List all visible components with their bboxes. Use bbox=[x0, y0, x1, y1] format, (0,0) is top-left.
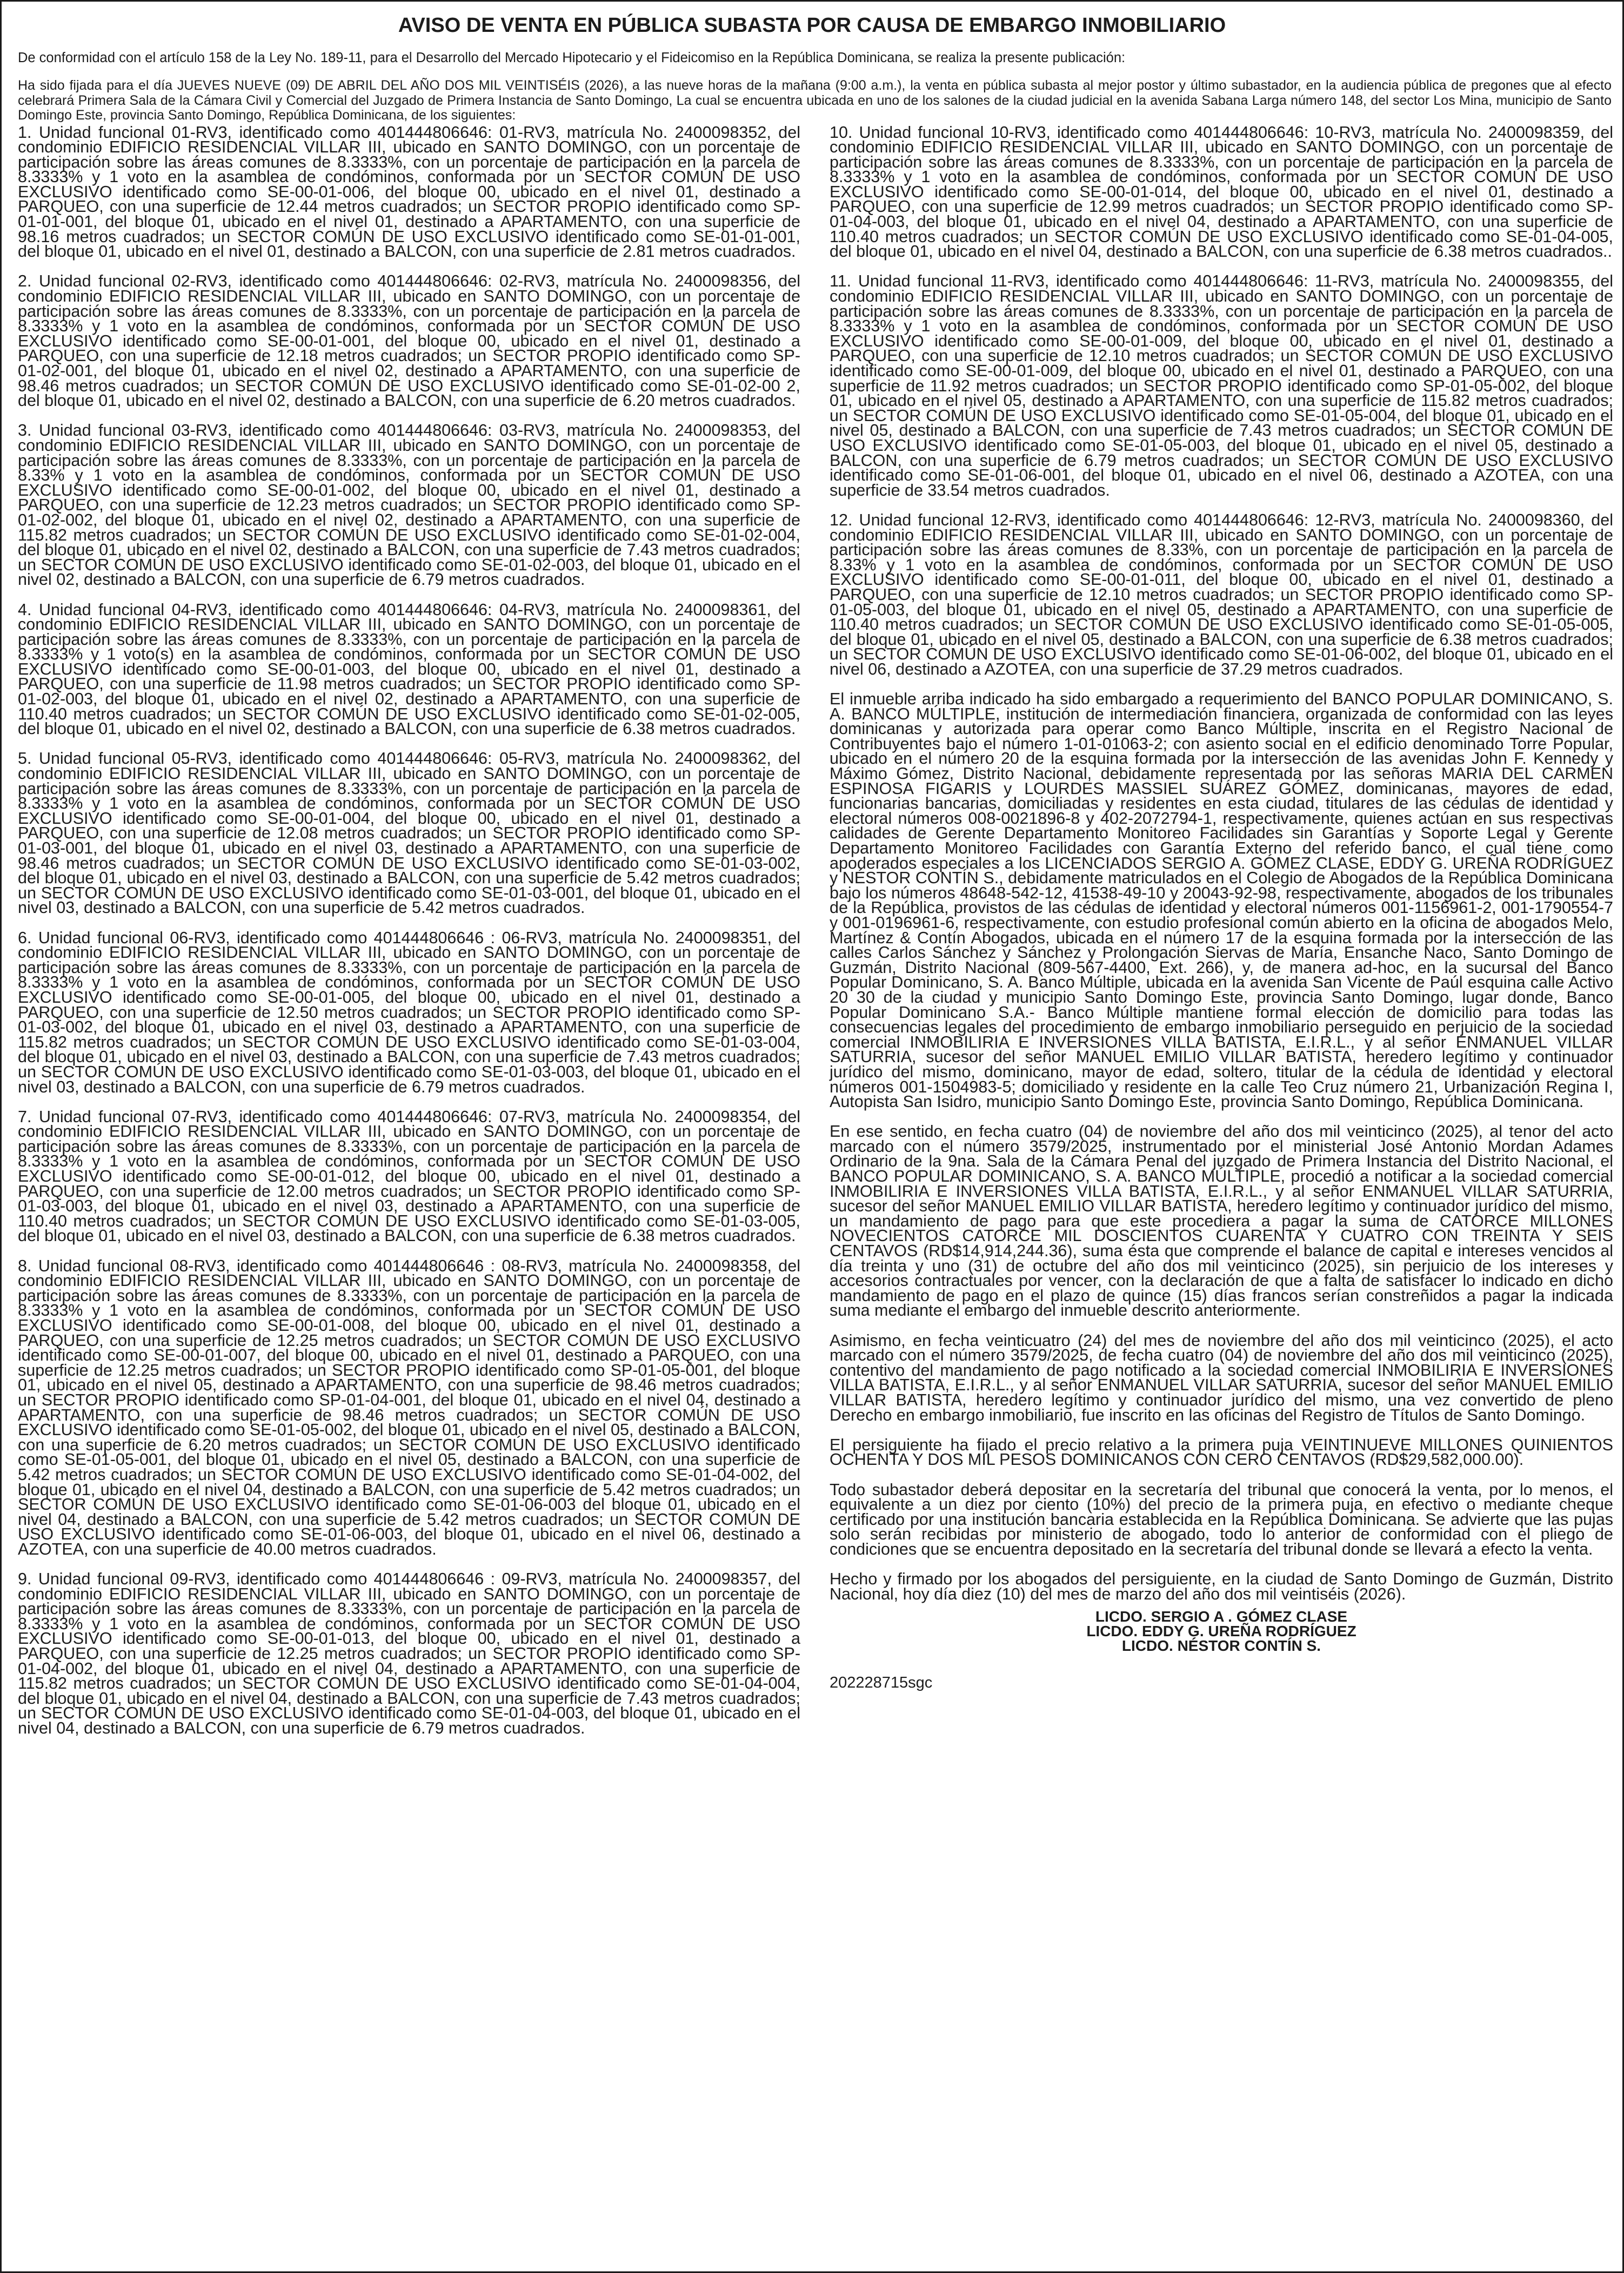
unit-entry-1: 1. Unidad funcional 01-RV3, identificado como 401444806646: 01-RV3, matrícula No. 2400098352, del condominio EDIFICIO RESIDENCIAL VILLAR III, ubicado en SANTO DOMINGO, con un porcentaje de participación sobre las áreas comunes de 8.3333%, con un porcentaje de participación en la parcela de 8.3333% y 1 voto en la asamblea de condóminos, conformada por un SECTOR COMÚN DE USO EXCLUSIVO identificado como SE-00-01-006, del bloque 00, ubicado en el nivel 01, destinado a PARQUEO, con una superficie de 12.44 metros cuadrados; un SECTOR PROPIO identificado como SP-01-01-001, del bloque 01, ubicado en el nivel 01, destinado a APARTAMENTO, con una superficie de 98.16 metros cuadrados; un SECTOR COMÚN DE USO EXCLUSIVO identificado como SE-01-01-001, del bloque 01, ubicado en el nivel 01, destinado a BALCON, con una superficie de 2.81 metros cuadrados. bbox=[18, 123, 800, 261]
signing-statement-paragraph: Hecho y firmado por los abogados del persiguiente, en la ciudad de Santo Domingo de Guzmán, Distrito Nacional, hoy día diez (10) del mes de marzo del año dos mil veintiséis (2026). bbox=[830, 1570, 1613, 1603]
unit-entry-12: 12. Unidad funcional 12-RV3, identificado como 401444806646: 12-RV3, matrícula No. 2400098360, del condominio EDIFICIO RESIDENCIAL VILLAR III, ubicado en SANTO DOMINGO, con un porcentaje de participación sobre las áreas comunes de 8.33%, con un porcentaje de participación en la parcela de 8.33% y 1 voto en la asamblea de condóminos, conformada por un SECTOR COMÚN DE USO EXCLUSIVO identificado como SE-00-01-011, del bloque 00, ubicado en el nivel 01, destinado a PARQUEO, con una superficie de 12.10 metros cuadrados; un SECTOR PROPIO identificado como SP-01-05-003, del bloque 01, ubicado en el nivel 05, destinado a APARTAMENTO, con una superficie de 110.40 metros cuadrados; un SECTOR COMÚN DE USO EXCLUSIVO identificado como SE-01-05-005, del bloque 01, ubicado en el nivel 05, destinado a BALCON, con una superficie de 6.38 metros cuadrados; un SECTOR COMÚN DE USO EXCLUSIVO identificado como SE-01-06-002, del bloque 01, ubicado en el nivel 06, destinado a AZOTEA, con una superficie de 37.29 metros cuadrados. bbox=[830, 510, 1613, 678]
right-column bbox=[830, 125, 1613, 1691]
reference-code: 202228715sgc bbox=[830, 1674, 933, 1692]
signature-line: LICDO. SERGIO A . GÓMEZ CLASE bbox=[1095, 1608, 1348, 1625]
hearing-paragraph: Ha sido fijada para el día JUEVES NUEVE (09) DE ABRIL DEL AÑO DOS MIL VEINTISÉIS (2026), a las nueve horas de la mañana (9:00 a.m.), la venta en pública subasta al mejor postor y último subastador, en la audiencia pública de pregones que al efecto celebrará Primera Sala de la Cámara Civil y Comercial del Juzgado de Primera Instancia de Santo Domingo, La cual se encuentra ubicada en uno de los salones de la ciudad judicial en la avenida Sabana Larga número 148, del sector Los Mina, municipio de Santo Domingo Este, provincia Santo Domingo, República Dominicana, de los siguientes: bbox=[18, 78, 1612, 123]
unit-entry-6: 6. Unidad funcional 06-RV3, identificado como 401444806646 : 06-RV3, matrícula No. 2400098351, del condominio EDIFICIO RESIDENCIAL VILLAR III, ubicado en SANTO DOMINGO, con un porcentaje de participación sobre las áreas comunes de 8.3333%, con un porcentaje de participación en la parcela de 8.3333% y 1 voto en la asamblea de condóminos, conformada por un SECTOR COMÚN DE USO EXCLUSIVO identificado como SE-00-01-005, del bloque 00, ubicado en el nivel 01, destinado a PARQUEO, con una superficie de 12.50 metros cuadrados; un SECTOR PROPIO identificado como SP-01-03-002, del bloque 01, ubicado en el nivel 03, destinado a APARTAMENTO, con una superficie de 115.82 metros cuadrados; un SECTOR COMÚN DE USO EXCLUSIVO identificado como SE-01-03-004, del bloque 01, ubicado en el nivel 03, destinado a BALCON, con una superficie de 7.43 metros cuadrados; un SECTOR COMÚN DE USO EXCLUSIVO identificado como SE-01-03-003, del bloque 01, ubicado en el nivel 03, destinado a BALCON, con una superficie de 6.79 metros cuadrados. bbox=[18, 928, 800, 1096]
unit-entry-3: 3. Unidad funcional 03-RV3, identificado como 401444806646: 03-RV3, matrícula No. 2400098353, del condominio EDIFICIO RESIDENCIAL VILLAR III, ubicado en SANTO DOMINGO, con un porcentaje de participación sobre las áreas comunes de 8.3333%, con un porcentaje de participación en la parcela de 8.33% y 1 voto en la asamblea de condóminos, conformada por un SECTOR COMÚN DE USO EXCLUSIVO identificado como SE-00-01-002, del bloque 00, ubicado en el nivel 01, destinado a PARQUEO, con una superficie de 12.23 metros cuadrados; un SECTOR PROPIO identificado como SP-01-02-002, del bloque 01, ubicado en el nivel 02, destinado a APARTAMENTO, con una superficie de 115.82 metros cuadrados; un SECTOR COMÚN DE USO EXCLUSIVO identificado como SE-01-02-004, del bloque 01, ubicado en el nivel 02, destinado a BALCON, con una superficie de 7.43 metros cuadrados; un SECTOR COMÚN DE USO EXCLUSIVO identificado como SE-01-02-003, del bloque 01, ubicado en el nivel 02, destinado a BALCON, con una superficie de 6.79 metros cuadrados. bbox=[18, 421, 800, 589]
seizure-paragraph: El inmueble arriba indicado ha sido embargado a requerimiento del BANCO POPULAR DOMINICANO, S. A. BANCO MÚLTIPLE, institución de intermediación financiera, organizada de conformidad con las leyes dominicanas y autorizada para operar como Banco Múltiple, inscrita en el Registro Nacional de Contribuyentes bajo el número 1-01-01063-2; con asiento social en el edificio denominado Torre Popular, ubicado en el número 20 de la esquina formada por la intersección de las avenidas John F. Kennedy y Máximo Gómez, Distrito Nacional, debidamente representada por las señoras MARIA DEL CARMEN ESPINOSA FIGARIS y LOURDES MASSIEL SUÁREZ GÓMEZ, dominicanas, mayores de edad, funcionarias bancarias, domiciliadas y residentes en esta ciudad, titulares de las cédulas de identidad y electoral números 008-0021896-8 y 402-2072794-1, respectivamente, quienes actúan en sus respectivas calidades de Gerente Departamento Monitoreo Facilidades sin Garantías y Soporte Legal y Gerente Departamento Monitoreo Facilidades con Garantía Externo del referido banco, el cual tiene como apoderados especiales a los LICENCIADOS SERGIO A. GÓMEZ CLASE, EDDY G. UREÑA RODRÍGUEZ y NÉSTOR CONTÍN S., debidamente matriculados en el Colegio de Abogados de la República Dominicana bajo los números 48648-542-12, 41538-49-10 y 20043-92-98, respectivamente, abogados de los tribunales de la República, provistos de las cédulas de identidad y electoral números 001-1156961-2, 001-1790554-7 y 001-0196961-6, respectivamente, con estudio profesional común abierto en la oficina de abogados Melo, Martínez & Contín Abogados, ubicada en el número 17 de la esquina formada por la intersección de las calles Carlos Sánchez y Sánchez y Prolongación Siervas de María, Ensanche Naco, Santo Domingo de Guzmán, Distrito Nacional (809-567-4400, Ext. 266), y, de manera ad-hoc, en la sucursal del Banco Popular Dominicano, S. A. Banco Múltiple, ubicada en la avenida San Vicente de Paúl esquina calle Activo 20 30 de la ciudad y municipio Santo Domingo Este, provincia Santo Domingo, lugar donde, Banco Popular Dominicano S.A.- Banco Múltiple mantiene formal elección de domicilio para todas las consecuencias legales del procedimiento de embargo inmobiliario perseguido en perjuicio de la sociedad comercial INMOBILIRIA E INVERSIONES VILLA BATISTA, E.I.R.L., y al señor ENMANUEL VILLAR SATURRIA, sucesor del señor MANUEL EMILIO VILLAR BATISTA, heredero legítimo y continuador jurídico del mismo, dominicano, mayor de edad, soltero, titular de la cédula de identidad y electoral números 001-1504983-5; domiciliado y residente en la calle Teo Cruz número 21, Urbanización Regina I, Autopista San Isidro, municipio Santo Domingo Este, provincia Santo Domingo, República Dominicana. bbox=[830, 690, 1613, 1111]
left-column bbox=[18, 125, 800, 1751]
signature-line: LICDO. NÉSTOR CONTÍN S. bbox=[1121, 1637, 1321, 1655]
registration-paragraph: Asimismo, en fecha veinticuatro (24) del mes de noviembre del año dos mil veinticinco (2025), el acto marcado con el número 3579/2025, de fecha cuatro (04) de noviembre del año dos mil veinticinco (2025), contentivo del mandamiento de pago notificado a la sociedad comercial INMOBILIRIA E INVERSIONES VILLA BATISTA, E.I.R.L., y al señor ENMANUEL VILLAR SATURRIA, sucesor del señor MANUEL EMILIO VILLAR BATISTA, heredero legítimo y continuador jurídico del mismo, una vez convertido de pleno Derecho en embargo inmobiliario, fue inscrito en las oficinas del Registro de Títulos de Santo Domingo. bbox=[830, 1331, 1613, 1424]
notice-title: AVISO DE VENTA EN PÚBLICA SUBASTA POR CAUSA DE EMBARGO INMOBILIARIO bbox=[398, 14, 1226, 37]
unit-entry-7: 7. Unidad funcional 07-RV3, identificado como 401444806646: 07-RV3, matrícula No. 2400098354, del condominio EDIFICIO RESIDENCIAL VILLAR III, ubicado en SANTO DOMINGO, con un porcentaje de participación sobre las áreas comunes de 8.3333%, con un porcentaje de participación en la parcela de 8.3333% y 1 voto en la asamblea de condóminos, conformada por un SECTOR COMÚN DE USO EXCLUSIVO identificado como SE-00-01-012, del bloque 00, ubicado en el nivel 01, destinado a PARQUEO, con una superficie de 12.00 metros cuadrados; un SECTOR PROPIO identificado como SP-01-03-003, del bloque 01, ubicado en el nivel 03, destinado a APARTAMENTO, con una superficie de 110.40 metros cuadrados; un SECTOR COMÚN DE USO EXCLUSIVO identificado como SE-01-03-005, del bloque 01, ubicado en el nivel 03, destinado a BALCON, con una superficie de 6.38 metros cuadrados. bbox=[18, 1107, 800, 1245]
unit-entry-5: 5. Unidad funcional 05-RV3, identificado como 401444806646: 05-RV3, matrícula No. 2400098362, del condominio EDIFICIO RESIDENCIAL VILLAR III, ubicado en SANTO DOMINGO, con un porcentaje de participación sobre las áreas comunes de 8.3333%, con un porcentaje de participación en la parcela de 8.3333% y 1 voto en la asamblea de condóminos, conformada por un SECTOR COMÚN DE USO EXCLUSIVO identificado como SE-00-01-004, del bloque 00, ubicado en el nivel 01, destinado a PARQUEO, con una superficie de 12.08 metros cuadrados; un SECTOR PROPIO identificado como SP-01-03-001, del bloque 01, ubicado en el nivel 03, destinado a APARTAMENTO, con una superficie de 98.46 metros cuadrados; un SECTOR COMÚN DE USO EXCLUSIVO identificado como SE-01-03-002, del bloque 01, ubicado en el nivel 03, destinado a BALCON, con una superficie de 5.42 metros cuadrados; un SECTOR COMÚN DE USO EXCLUSIVO identificado como SE-01-03-001, del bloque 01, ubicado en el nivel 03, destinado a BALCON, con una superficie de 5.42 metros cuadrados. bbox=[18, 749, 800, 917]
deposit-requirement-paragraph: Todo subastador deberá depositar en la secretaría del tribunal que conocerá la venta, por lo menos, el equivalente a un diez por ciento (10%) del precio de la primera puja, en efectivo o mediante cheque certificado por una institución bancaria establecida en la República Dominicana. Se advierte que las pujas solo serán recibidas por ministerio de abogado, todo lo anterior de conformidad con el pliego de condiciones que se encuentra depositado en la secretaría del tribunal donde se llevará a efecto la venta. bbox=[830, 1480, 1613, 1558]
intro-paragraph: De conformidad con el artículo 158 de la Ley No. 189-11, para el Desarrollo del Mercado Hipotecario y el Fideicomiso en la República Dominicana, se realiza la presente publicación: bbox=[18, 50, 1126, 65]
unit-entry-9: 9. Unidad funcional 09-RV3, identificado como 401444806646 : 09-RV3, matrícula No. 2400098357, del condominio EDIFICIO RESIDENCIAL VILLAR III, ubicado en SANTO DOMINGO, con un porcentaje de participación sobre las áreas comunes de 8.3333%, con un porcentaje de participación en la parcela de 8.3333% y 1 voto en la asamblea de condóminos, conformada por un SECTOR COMÚN DE USO EXCLUSIVO identificado como SE-00-01-013, del bloque 00, ubicado en el nivel 01, destinado a PARQUEO, con una superficie de 12.25 metros cuadrados; un SECTOR PROPIO identificado como SP-01-04-002, del bloque 01, ubicado en el nivel 04, destinado a APARTAMENTO, con una superficie de 115.82 metros cuadrados; un SECTOR COMÚN DE USO EXCLUSIVO identificado como SE-01-04-004, del bloque 01, ubicado en el nivel 04, destinado a BALCON, con una superficie de 7.43 metros cuadrados; un SECTOR COMÚN DE USO EXCLUSIVO identificado como SE-01-04-003, del bloque 01, ubicado en el nivel 04, destinado a BALCON, con una superficie de 6.79 metros cuadrados. bbox=[18, 1570, 800, 1738]
payment-order-paragraph: En ese sentido, en fecha cuatro (04) de noviembre del año dos mil veinticinco (2025), al tenor del acto marcado con el número 3579/2025, instrumentado por el ministerial José Antonio Mordan Adames Ordinario de la 9na. Sala de la Cámara Penal del juzgado de Primera Instancia del Distrito Nacional, el BANCO POPULAR DOMINICANO, S. A. BANCO MÚLTIPLE, procedió a notificar a la sociedad comercial INMOBILIRIA E INVERSIONES VILLA BATISTA, E.I.R.L., y al señor ENMANUEL VILLAR SATURRIA, sucesor del señor MANUEL EMILIO VILLAR BATISTA, heredero legítimo y continuador jurídico del mismo, un mandamiento de pago para que este procediera a pagar la suma de CATORCE MILLONES NOVECIENTOS CATORCE MIL DOSCIENTOS CUARENTA Y CUATRO CON TREINTA Y SEIS CENTAVOS (RD$14,914,244.36), suma ésta que comprende el balance de capital e intereses vencidos al día treinta y uno (31) de octubre del año dos mil veinticinco (2025), sin perjuicio de los intereses y accesorios contractuales por vencer, con la declaración de que a falta de satisfacer lo indicado en dicho mandamiento de pago en el plazo de quince (15) días francos serían constreñidos a pagar la indicada suma mediante el embargo del inmueble descrito anteriormente. bbox=[830, 1122, 1613, 1320]
unit-entry-4: 4. Unidad funcional 04-RV3, identificado como 401444806646: 04-RV3, matrícula No. 2400098361, del condominio EDIFICIO RESIDENCIAL VILLAR III, ubicado en SANTO DOMINGO, con un porcentaje de participación sobre las áreas comunes de 8.3333%, con un porcentaje de participación en la parcela de 8.3333% y 1 voto(s) en la asamblea de condóminos, conformada por un SECTOR COMÚN DE USO EXCLUSIVO identificado como SE-00-01-003, del bloque 00, ubicado en el nivel 01, destinado a PARQUEO, con una superficie de 11.98 metros cuadrados; un SECTOR PROPIO identificado como SP-01-02-003, del bloque 01, ubicado en el nivel 02, destinado a APARTAMENTO, con una superficie de 110.40 metros cuadrados; un SECTOR COMÚN DE USO EXCLUSIVO identificado como SE-01-02-005, del bloque 01, ubicado en el nivel 02, destinado a BALCON, con una superficie de 6.38 metros cuadrados. bbox=[18, 600, 800, 738]
unit-entry-8: 8. Unidad funcional 08-RV3, identificado como 401444806646 : 08-RV3, matrícula No. 2400098358, del condominio EDIFICIO RESIDENCIAL VILLAR III, ubicado en SANTO DOMINGO, con un porcentaje de participación sobre las áreas comunes de 8.3333%, con un porcentaje de participación en la parcela de 8.3333% y 1 voto en la asamblea de condóminos, conformada por un SECTOR COMÚN DE USO EXCLUSIVO identificado como SE-00-01-008, del bloque 00, ubicado en el nivel 01, destinado a PARQUEO, con una superficie de 12.25 metros cuadrados; un SECTOR COMÚN DE USO EXCLUSIVO identificado como SE-00-01-007, del bloque 00, ubicado en el nivel 01, destinado a PARQUEO, con una superficie de 12.25 metros cuadrados; un SECTOR PROPIO identificado como SP-01-05-001, del bloque 01, ubicado en el nivel 05, destinado a APARTAMENTO, con una superficie de 98.46 metros cuadrados; un SECTOR PROPIO identificado como SP-01-04-001, del bloque 01, ubicado en el nivel 04, destinado a APARTAMENTO, con una superficie de 98.46 metros cuadrados; un SECTOR COMÚN DE USO EXCLUSIVO identificado como SE-01-05-002, del bloque 01, ubicado en el nivel 05, destinado a BALCON, con una superficie de 6.20 metros cuadrados; un SECTOR COMÚN DE USO EXCLUSIVO identificado como SE-01-05-001, del bloque 01, ubicado en el nivel 05, destinado a BALCON, con una superficie de 5.42 metros cuadrados; un SECTOR COMÚN DE USO EXCLUSIVO identificado como SE-01-04-002, del bloque 01, ubicado en el nivel 04, destinado a BALCON, con una superficie de 5.42 metros cuadrados; un SECTOR COMÚN DE USO EXCLUSIVO identificado como SE-01-06-003 del bloque 01, ubicado en el nivel 04, destinado a BALCON, con una superficie de 5.42 metros cuadrados; un SECTOR COMÚN DE USO EXCLUSIVO identificado como SE-01-06-003, del bloque 01, ubicado en el nivel 06, destinado a AZOTEA, con una superficie de 40.00 metros cuadrados. bbox=[18, 1256, 800, 1558]
unit-entry-10: 10. Unidad funcional 10-RV3, identificado como 401444806646: 10-RV3, matrícula No. 2400098359, del condominio EDIFICIO RESIDENCIAL VILLAR III, ubicado en SANTO DOMINGO, con un porcentaje de participación sobre las áreas comunes de 8.3333%, con un porcentaje de participación en la parcela de 8.3333% y 1 voto en la asamblea de condóminos, conformada por un SECTOR COMÚN DE USO EXCLUSIVO identificado como SE-00-01-014, del bloque 00, ubicado en el nivel 01, destinado a PARQUEO, con una superficie de 12.99 metros cuadrados; un SECTOR PROPIO identificado como SP-01-04-003, del bloque 01, ubicado en el nivel 04, destinado a APARTAMENTO, con una superficie de 110.40 metros cuadrados; un SECTOR COMÚN DE USO EXCLUSIVO identificado como SE-01-04-005, del bloque 01, ubicado en el nivel 04, destinado a BALCON, con una superficie de 6.38 metros cuadrados.. bbox=[830, 123, 1613, 261]
signature-block bbox=[830, 1609, 1613, 1653]
first-bid-price-paragraph: El persiguiente ha fijado el precio relativo a la primera puja VEINTINUEVE MILLONES QUINIENTOS OCHENTA Y DOS MIL PESOS DOMINICANOS CON CERO CENTAVOS (RD$29,582,000.00). bbox=[830, 1435, 1613, 1469]
unit-entry-11: 11. Unidad funcional 11-RV3, identificado como 401444806646: 11-RV3, matrícula No. 2400098355, del condominio EDIFICIO RESIDENCIAL VILLAR III, ubicado en SANTO DOMINGO, con un porcentaje de participación sobre las áreas comunes de 8.3333%, con un porcentaje de participación en la parcela de 8.3333% y 1 voto en la asamblea de condóminos, conformada por un SECTOR COMÚN DE USO EXCLUSIVO identificado como SE-00-01-009, del bloque 00, ubicado en el nivel 01, destinado a PARQUEO, con una superficie de 12.10 metros cuadrados; un SECTOR COMÚN DE USO EXCLUSIVO identificado como SE-00-01-009, del bloque 00, ubicado en el nivel 01, destinado a PARQUEO, con una superficie de 11.92 metros cuadrados; un SECTOR PROPIO identificado como SP-01-05-002, del bloque 01, ubicado en el nivel 05, destinado a APARTAMENTO, con una superficie de 115.82 metros cuadrados; un SECTOR COMÚN DE USO EXCLUSIVO identificado como SE-01-05-004, del bloque 01, ubicado en el nivel 05, destinado a BALCON, con una superficie de 7.43 metros cuadrados; un SECTOR COMÚN DE USO EXCLUSIVO identificado como SE-01-05-003, del bloque 01, ubicado en el nivel 05, destinado a BALCON, con una superficie de 6.79 metros cuadrados; un SECTOR COMÚN DE USO EXCLUSIVO identificado como SE-01-06-001, del bloque 01, ubicado en el nivel 06, destinado a AZOTEA, con una superficie de 33.54 metros cuadrados. bbox=[830, 272, 1613, 499]
unit-entry-2: 2. Unidad funcional 02-RV3, identificado como 401444806646: 02-RV3, matrícula No. 2400098356, del condominio EDIFICIO RESIDENCIAL VILLAR III, ubicado en SANTO DOMINGO, con un porcentaje de participación sobre las áreas comunes de 8.3333%, con un porcentaje de participación en la parcela de 8.3333% y 1 voto en la asamblea de condóminos, conformada por un SECTOR COMÚN DE USO EXCLUSIVO identificado como SE-00-01-001, del bloque 00, ubicado en el nivel 01, destinado a PARQUEO, con una superficie de 12.18 metros cuadrados; un SECTOR PROPIO identificado como SP-01-02-001, del bloque 01, ubicado en el nivel 02, destinado a APARTAMENTO, con una superficie de 98.46 metros cuadrados; un SECTOR COMÚN DE USO EXCLUSIVO identificado como SE-01-02-00 2, del bloque 01, ubicado en el nivel 02, destinado a BALCON, con una superficie de 6.20 metros cuadrados. bbox=[18, 272, 800, 410]
notice-columns bbox=[12, 125, 1612, 2239]
signature-line: LICDO. EDDY G. UREÑA RODRÍGUEZ bbox=[1086, 1623, 1356, 1640]
